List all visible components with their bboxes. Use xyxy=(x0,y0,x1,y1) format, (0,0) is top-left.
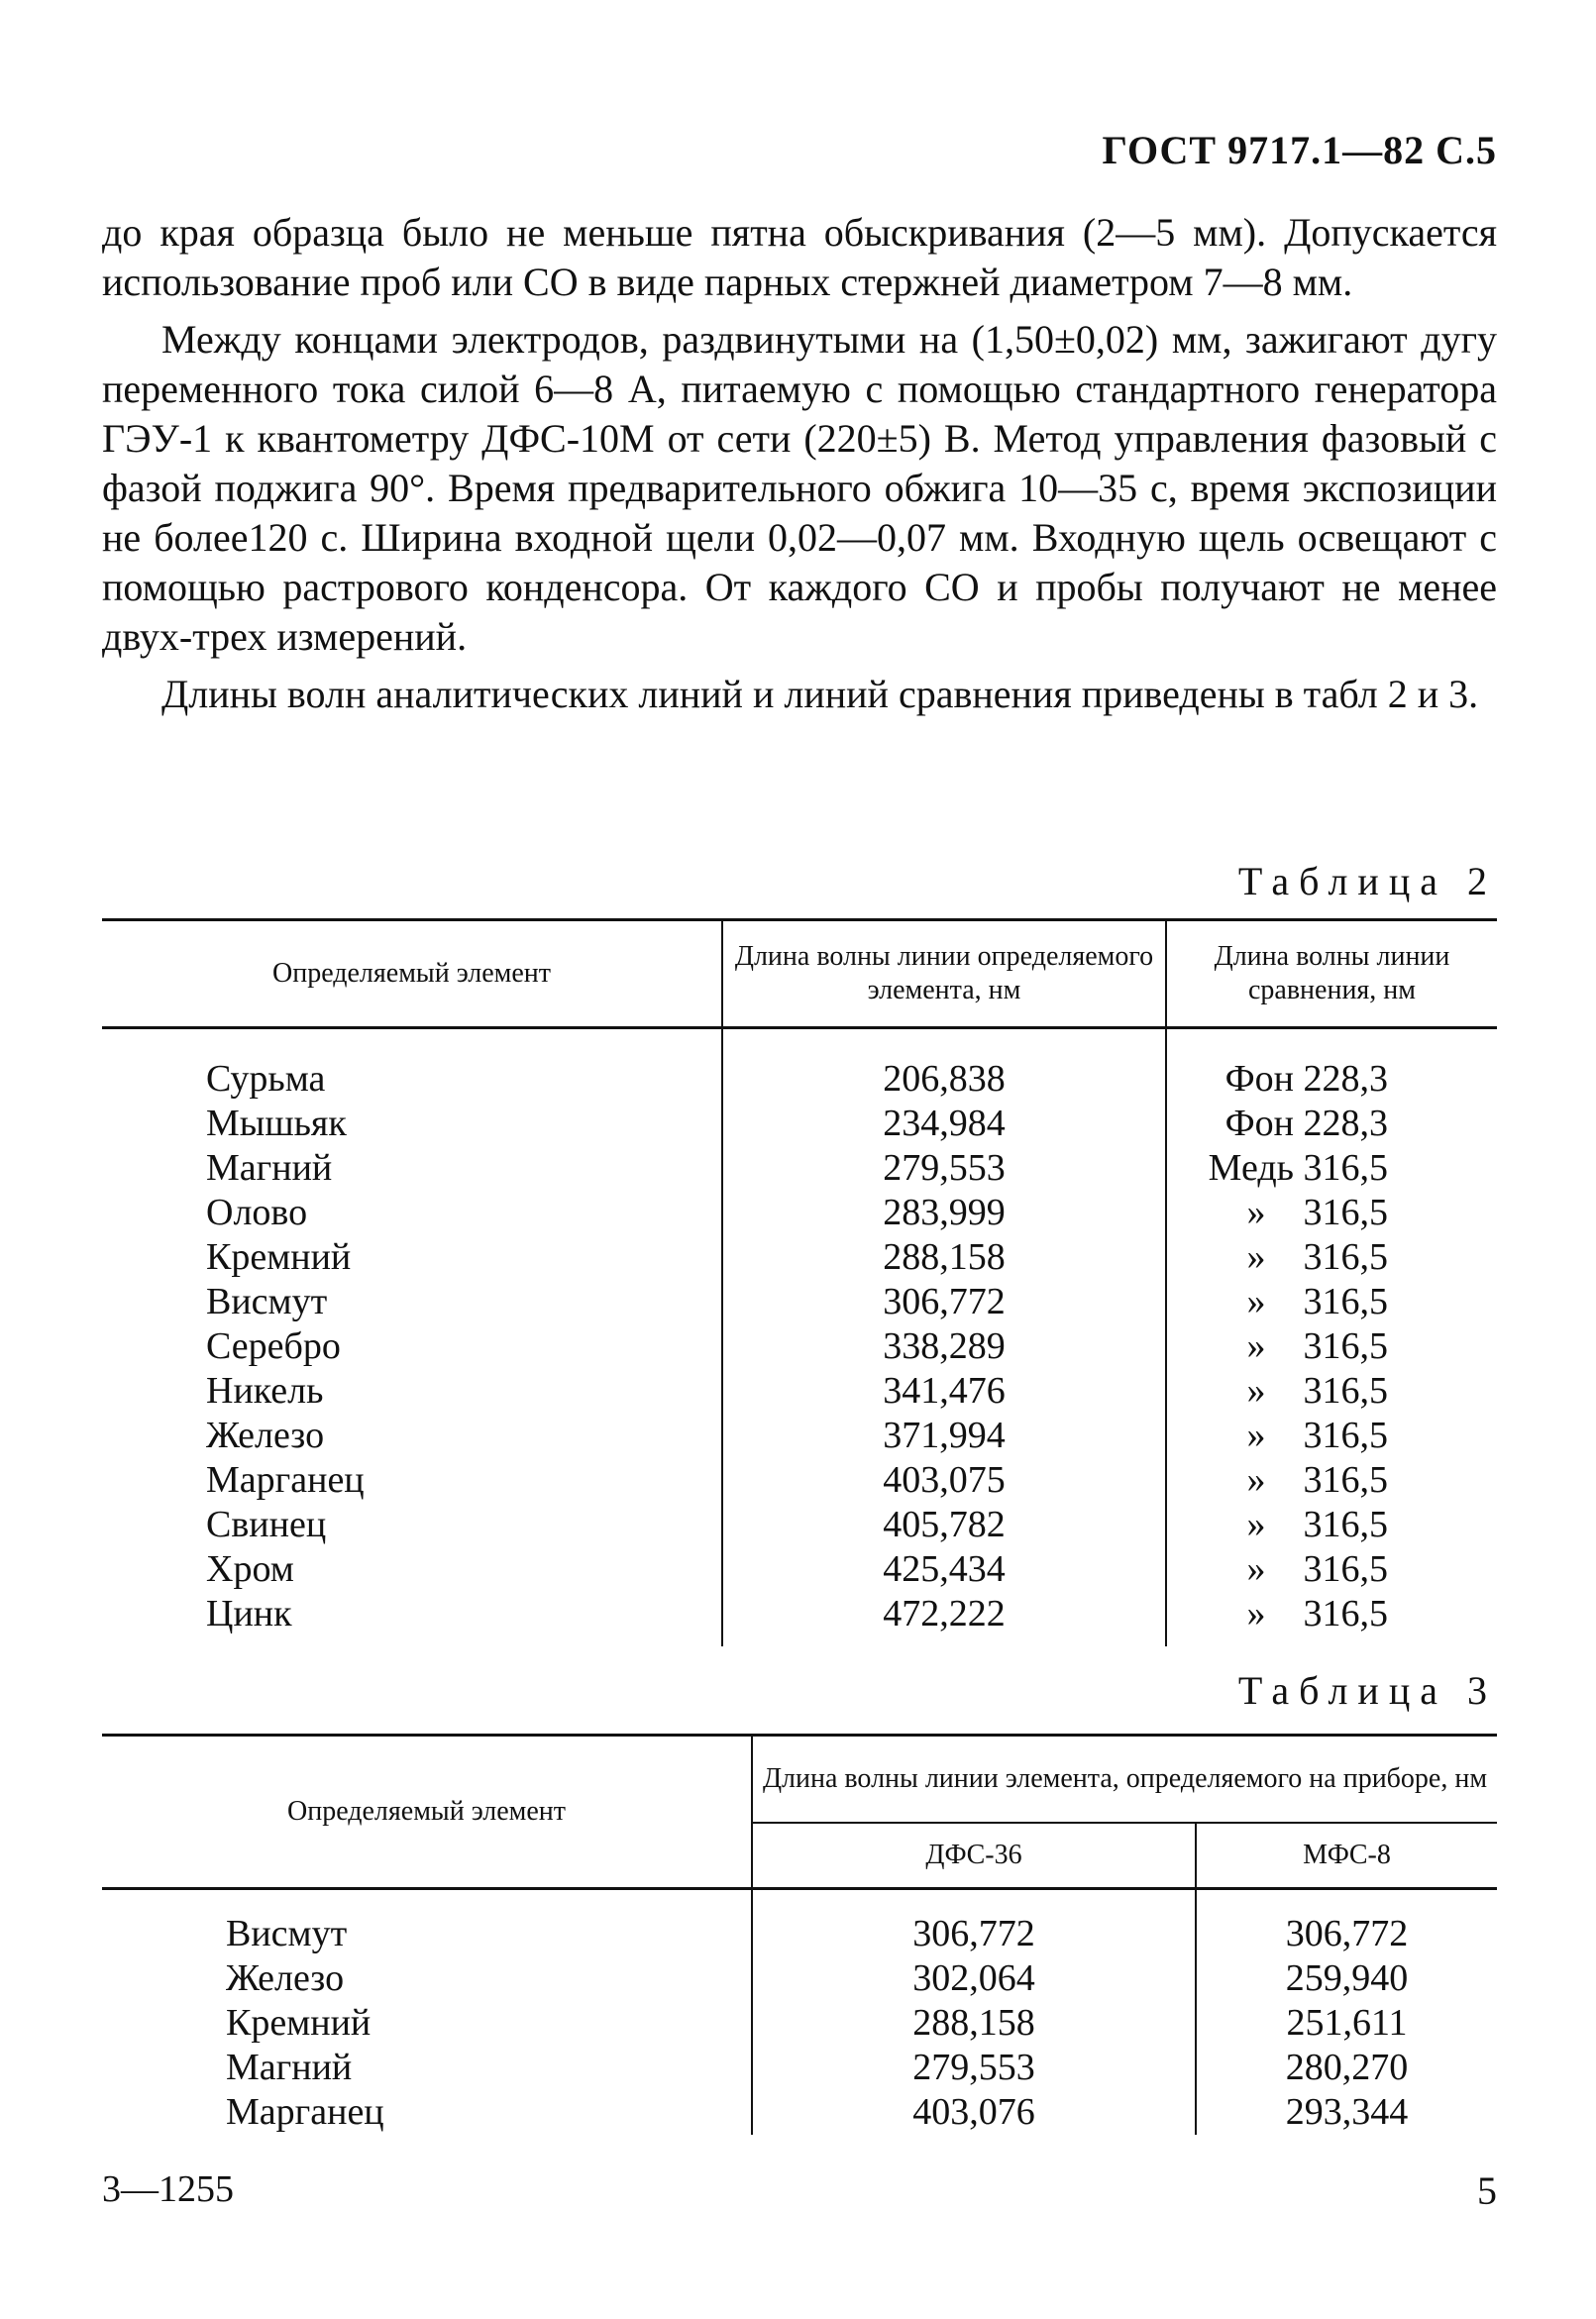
reference-cell: » 316,5 xyxy=(1246,1415,1388,1456)
wavelength-cell: 206,838 xyxy=(722,1028,1166,1103)
table-row xyxy=(102,1280,1497,1324)
element-cell: Сурьма xyxy=(102,1028,722,1103)
column-header-group: Длина волны линии элемента, определяемого на приборе, нм xyxy=(752,1736,1497,1824)
table-row xyxy=(102,1191,1497,1235)
column-header-reference: Длина волны линии сравнения, нм xyxy=(1214,941,1450,1005)
reference-cell: » 316,5 xyxy=(1246,1370,1388,1412)
paragraph: Длины волн аналитических линий и линий сравнения приведены в табл 2 и 3. xyxy=(161,672,1479,716)
element-cell: Железо xyxy=(102,1956,752,2001)
table-row xyxy=(102,1458,1497,1503)
page-header: ГОСТ 9717.1—82 С.5 xyxy=(1102,128,1497,172)
table-row xyxy=(102,1889,1497,1957)
table-row xyxy=(102,2001,1497,2046)
element-cell: Марганец xyxy=(102,1458,722,1503)
element-cell: Магний xyxy=(102,1146,722,1191)
element-cell: Олово xyxy=(102,1191,722,1235)
table-row xyxy=(102,2046,1497,2090)
element-cell: Висмут xyxy=(102,1889,752,1957)
table-row xyxy=(102,1956,1497,2001)
element-cell: Марганец xyxy=(102,2090,752,2135)
reference-cell: » 316,5 xyxy=(1246,1459,1388,1501)
element-cell: Никель xyxy=(102,1369,722,1414)
element-cell: Мышьяк xyxy=(102,1102,722,1146)
table-row xyxy=(102,1547,1497,1592)
mfs8-cell: 259,940 xyxy=(1285,1957,1409,1999)
reference-cell: » 316,5 xyxy=(1246,1192,1388,1233)
reference-cell: Фон 228,3 xyxy=(1224,1058,1388,1100)
mfs8-cell: 251,611 xyxy=(1286,2002,1408,2044)
wavelength-cell: 472,222 xyxy=(722,1592,1166,1646)
table-row xyxy=(102,1503,1497,1547)
table-row xyxy=(102,1324,1497,1369)
table-row xyxy=(102,1592,1497,1646)
wavelength-cell: 425,434 xyxy=(722,1547,1166,1592)
column-header-wavelength: Длина волны линии определяемого элемента, нм xyxy=(722,920,1166,1028)
wavelength-cell: 371,994 xyxy=(722,1414,1166,1458)
wavelength-cell: 234,984 xyxy=(722,1102,1166,1146)
column-header-element: Определяемый элемент xyxy=(102,1736,752,1889)
wavelength-cell: 306,772 xyxy=(722,1280,1166,1324)
dfs36-cell: 279,553 xyxy=(752,2046,1196,2090)
table-row xyxy=(102,2090,1497,2135)
wavelength-cell: 403,075 xyxy=(722,1458,1166,1503)
paragraph: до края образца было не меньше пятна обыскривания (2—5 мм). Допускается использование проб или СО в виде парных стержней диаметром 7—8 мм. xyxy=(102,210,1497,304)
dfs36-cell: 302,064 xyxy=(752,1956,1196,2001)
element-cell: Хром xyxy=(102,1547,722,1592)
table-row xyxy=(102,1102,1497,1146)
page-number: 5 xyxy=(1477,2168,1497,2213)
footer-code: 3—1255 xyxy=(102,2168,234,2210)
element-cell: Железо xyxy=(102,1414,722,1458)
element-cell: Кремний xyxy=(102,1235,722,1280)
dfs36-cell: 306,772 xyxy=(752,1889,1196,1957)
table-3 xyxy=(102,1734,1497,2135)
reference-cell: » 316,5 xyxy=(1246,1504,1388,1545)
mfs8-cell: 293,344 xyxy=(1285,2091,1409,2133)
wavelength-cell: 341,476 xyxy=(722,1369,1166,1414)
table-3-caption: Таблица 3 xyxy=(1237,1668,1497,1713)
element-cell: Магний xyxy=(102,2046,752,2090)
reference-cell: Медь 316,5 xyxy=(1208,1147,1388,1189)
element-cell: Кремний xyxy=(102,2001,752,2046)
table-row xyxy=(102,1369,1497,1414)
table-row xyxy=(102,1235,1497,1280)
table-row xyxy=(102,1028,1497,1103)
dfs36-cell: 403,076 xyxy=(752,2090,1196,2135)
wavelength-cell: 288,158 xyxy=(722,1235,1166,1280)
reference-cell: » 316,5 xyxy=(1246,1281,1388,1322)
reference-cell: Фон 228,3 xyxy=(1224,1103,1388,1144)
element-cell: Висмут xyxy=(102,1280,722,1324)
column-header-dfs36: ДФС-36 xyxy=(752,1823,1196,1889)
table-row xyxy=(102,1414,1497,1458)
element-cell: Цинк xyxy=(102,1592,722,1646)
mfs8-cell: 306,772 xyxy=(1285,1913,1409,1954)
reference-cell: » 316,5 xyxy=(1246,1325,1388,1367)
column-header-element: Определяемый элемент xyxy=(102,920,722,1028)
wavelength-cell: 405,782 xyxy=(722,1503,1166,1547)
reference-cell: » 316,5 xyxy=(1246,1236,1388,1278)
table-2-caption: Таблица 2 xyxy=(1237,859,1497,903)
element-cell: Свинец xyxy=(102,1503,722,1547)
reference-cell: » 316,5 xyxy=(1246,1593,1388,1634)
table-row xyxy=(102,1146,1497,1191)
wavelength-cell: 279,553 xyxy=(722,1146,1166,1191)
element-cell: Серебро xyxy=(102,1324,722,1369)
paragraph: Между концами электродов, раздвинутыми на (1,50±0,02) мм, зажигают дугу переменного тока силой 6—8 А, питаемую с помощью стандартного генератора ГЭУ-1 к квантометру ДФС-10М от сети (220±5) В. Метод управления фазовый с фазой поджига 90°. Время предварительного обжига 10—35 с, время экспозиции не более120 с. Ширина входной щели 0,02—0,07 мм. Входную щель освещают с помощью растрового конденсора. От каждого СО и пробы получают не менее двух-трех измерений. xyxy=(102,317,1497,659)
mfs8-cell: 280,270 xyxy=(1285,2047,1409,2088)
reference-cell: » 316,5 xyxy=(1246,1548,1388,1590)
wavelength-cell: 283,999 xyxy=(722,1191,1166,1235)
column-header-mfs8: МФС-8 xyxy=(1303,1840,1391,1870)
wavelength-cell: 338,289 xyxy=(722,1324,1166,1369)
body-text xyxy=(102,208,1497,727)
table-2 xyxy=(102,918,1497,1646)
dfs36-cell: 288,158 xyxy=(752,2001,1196,2046)
